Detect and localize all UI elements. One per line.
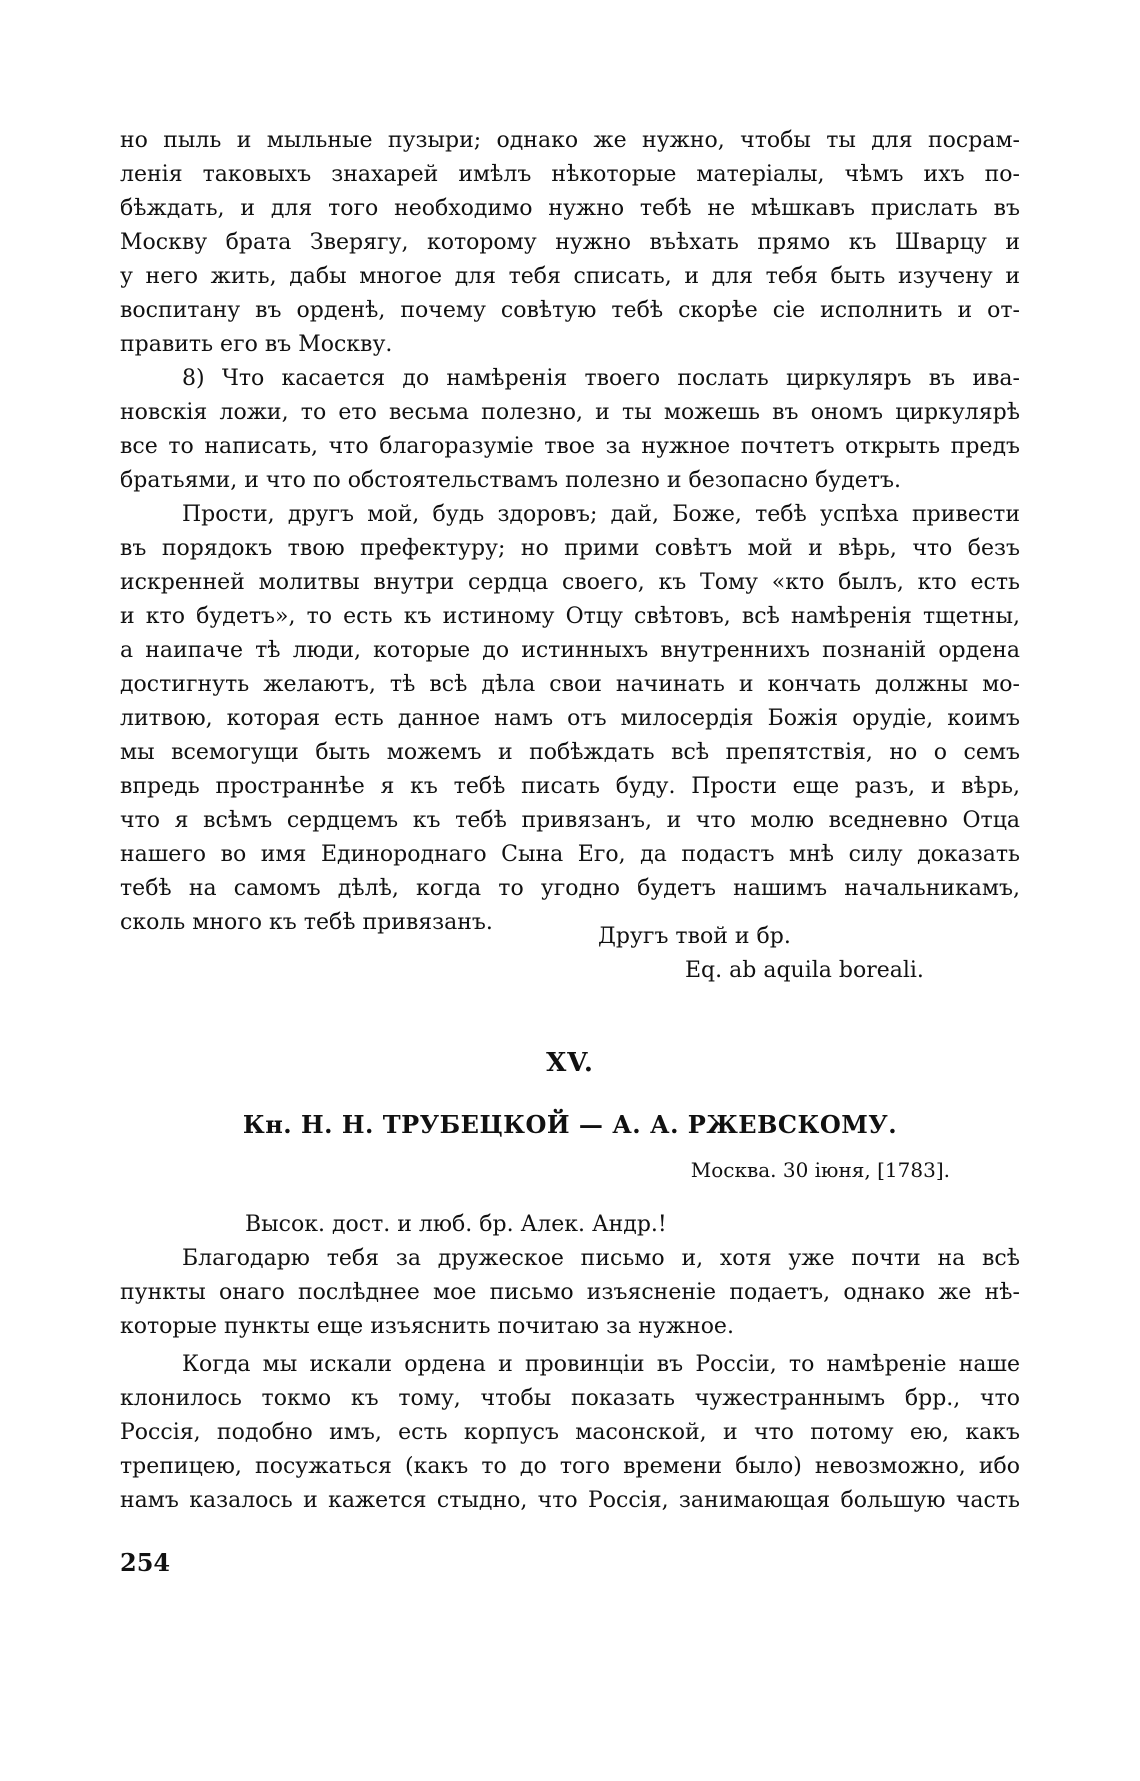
- text-line: тебѣ на самомъ дѣлѣ, когда то угодно будетъ нашимъ начальникамъ,: [120, 876, 1020, 901]
- letter-salutation: Высок. дост. и люб. бр. Алек. Андр.!: [245, 1212, 667, 1237]
- document-page: [120, 0, 1020, 1781]
- text-line: новскія ложи, то ето весьма полезно, и ты можешь въ ономъ циркулярѣ: [120, 400, 1020, 425]
- text-line: мы всемогущи быть можемъ и побѣждать всѣ препятствія, но о семъ: [120, 740, 1020, 765]
- text-line: бѣждать, и для того необходимо нужно тебѣ не мѣшкавъ прислать въ: [120, 196, 1020, 221]
- text-line: что я всѣмъ сердцемъ къ тебѣ привязанъ, и что молю вседневно Отца: [120, 808, 1020, 833]
- page-number: 254: [120, 1548, 171, 1577]
- letter-title: Кн. Н. Н. ТРУБЕЦКОЙ — А. А. РЖЕВСКОМУ.: [242, 1110, 898, 1139]
- text-line: Москву брата Зверягу, которому нужно въѣхать прямо къ Шварцу и: [120, 230, 1020, 255]
- text-line: Россія, подобно имъ, есть корпусъ масонской, и что потому ею, какъ: [120, 1420, 1020, 1445]
- text-line: у него жить, дабы многое для тебя списать, и для тебя быть изучену и: [120, 264, 1020, 289]
- text-line: Благодарю тебя за дружеское письмо и, хотя уже почти на всѣ: [182, 1246, 1020, 1271]
- text-line: Прости, другъ мой, будь здоровъ; дай, Боже, тебѣ успѣха привести: [182, 502, 1020, 527]
- text-line: искренней молитвы внутри сердца своего, къ Тому «кто былъ, кто есть: [120, 570, 1020, 595]
- text-line: а наипаче тѣ люди, которые до истинныхъ внутреннихъ познаній ордена: [120, 638, 1020, 663]
- paragraph-order-russia: [120, 1348, 1020, 1518]
- text-line: править его въ Москву.: [120, 332, 393, 357]
- letter-dateline: Москва. 30 іюня, [1783].: [690, 1158, 950, 1182]
- letter-number: XV.: [546, 1048, 594, 1078]
- text-line: братьями, и что по обстоятельствамъ полезно и безопасно будетъ.: [120, 468, 901, 493]
- text-line: пункты онаго послѣднее мое письмо изъясненіе подаетъ, однако же нѣ-: [120, 1280, 1020, 1305]
- text-line: достигнуть желаютъ, тѣ всѣ дѣла свои начинать и кончать должны мо-: [120, 672, 1020, 697]
- text-line: и кто будетъ», то есть къ истиному Отцу свѣтовъ, всѣ намѣренія тщетны,: [120, 604, 1020, 629]
- paragraph-continuation: [120, 124, 1020, 362]
- text-line: нашего во имя Единороднаго Сына Его, да подастъ мнѣ силу доказать: [120, 842, 1020, 867]
- text-line: которые пункты еще изъяснить почитаю за нужное.: [120, 1314, 734, 1339]
- paragraph-closing: [120, 498, 1020, 940]
- text-line: 8) Что касается до намѣренія твоего послать циркуляръ въ ива-: [182, 366, 1020, 391]
- text-line: сколь много къ тебѣ привязанъ.: [120, 910, 493, 935]
- signature-line-2: Eq. ab aquila boreali.: [685, 958, 924, 983]
- text-line: трепицею, посужаться (какъ то до того времени было) невозможно, ибо: [120, 1454, 1020, 1479]
- text-line: литвою, которая есть данное намъ отъ милосердія Божія орудіе, коимъ: [120, 706, 1020, 731]
- text-line: ленія таковыхъ знахарей имѣлъ нѣкоторые матеріалы, чѣмъ ихъ по-: [120, 162, 1020, 187]
- paragraph-point-8: [120, 362, 1020, 498]
- text-line: воспитану въ орденѣ, почему совѣтую тебѣ скорѣе сіе исполнить и от-: [120, 298, 1020, 323]
- text-line: все то написать, что благоразуміе твое за нужное почтетъ открыть предъ: [120, 434, 1020, 459]
- paragraph-gratitude: [120, 1242, 1020, 1344]
- text-line: но пыль и мыльные пузыри; однако же нужно, чтобы ты для посрам-: [120, 128, 1020, 153]
- text-line: впредь пространнѣе я къ тебѣ писать буду. Прости еще разъ, и вѣрь,: [120, 774, 1020, 799]
- text-line: клонилось токмо къ тому, чтобы показать чужестраннымъ брр., что: [120, 1386, 1020, 1411]
- text-line: Когда мы искали ордена и провинціи въ Россіи, то намѣреніе наше: [182, 1352, 1020, 1377]
- text-line: въ порядокъ твою префектуру; но прими совѣтъ мой и вѣрь, что безъ: [120, 536, 1020, 561]
- signature-line-1: Другъ твой и бр.: [598, 924, 791, 949]
- text-line: намъ казалось и кажется стыдно, что Россія, занимающая большую часть: [120, 1488, 1020, 1513]
